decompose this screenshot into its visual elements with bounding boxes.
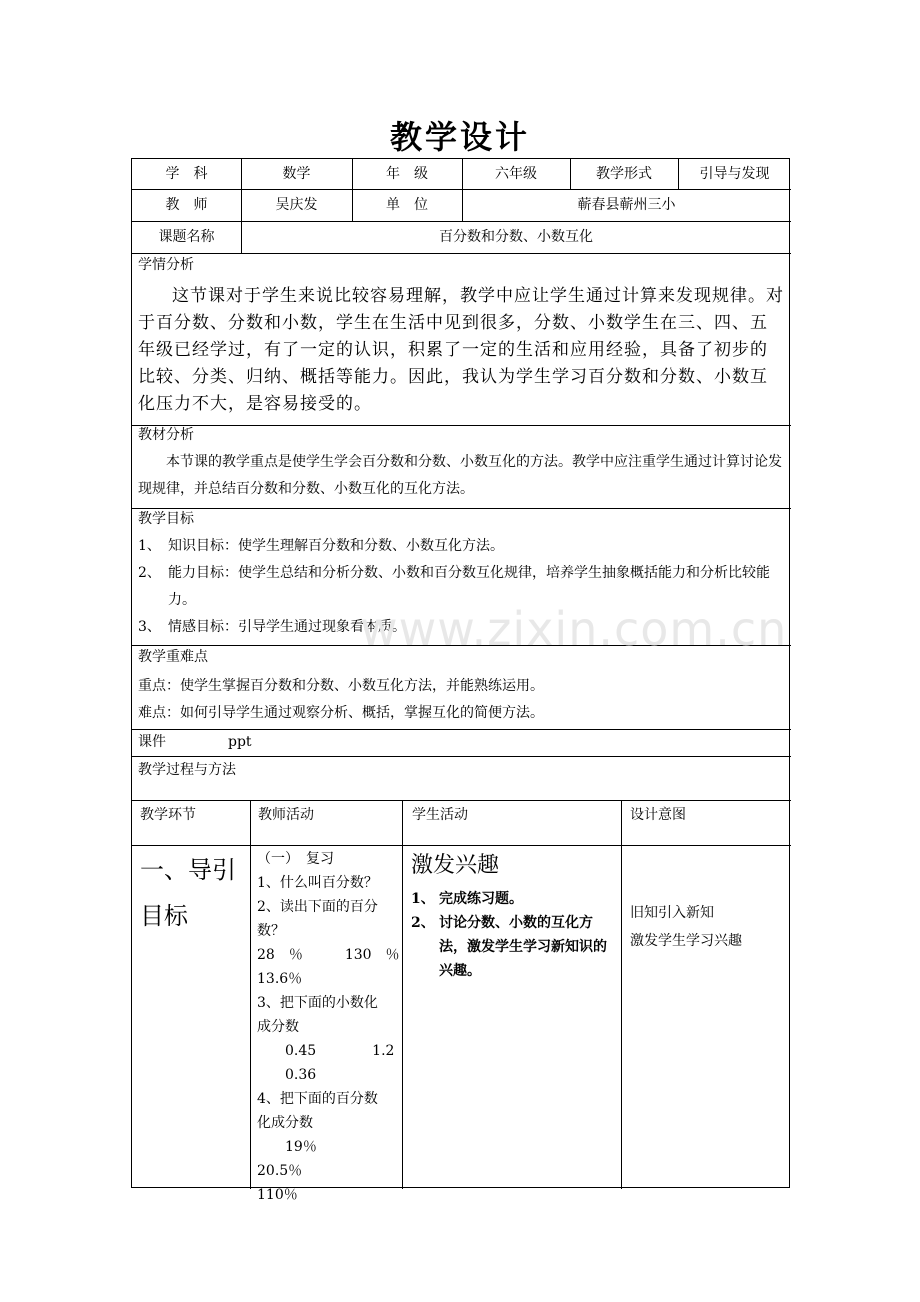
purpose-line: 旧知引入新知	[630, 905, 714, 921]
difficult-point: 难点：如何引导学生通过观察分析、概括，掌握互化的简便方法。	[138, 705, 544, 721]
objectives-heading: 教学目标	[138, 511, 194, 527]
teacher-line: 1、什么叫百分数？	[257, 875, 378, 891]
objective-text: 知识目标：使学生理解百分数和分数、小数互化方法。	[168, 538, 504, 554]
student-item-number: 2、	[411, 915, 435, 931]
student-item-number: 1、	[411, 891, 435, 907]
objective-number: 3、	[138, 619, 161, 635]
col-head-teacher: 教师活动	[258, 807, 314, 823]
teacher-label: 教 师	[165, 196, 208, 213]
objective-text: 情感目标：引导学生通过现象看本质。	[168, 619, 406, 635]
process-heading: 教学过程与方法	[138, 762, 236, 778]
col-head-purpose: 设计意图	[630, 807, 686, 823]
col-head-student: 学生活动	[412, 807, 468, 823]
stage-name	[140, 847, 248, 939]
grade-label: 年 级	[386, 165, 428, 182]
teacher-line: 28 ％ 130 ％	[257, 947, 400, 963]
form-label: 教学形式	[596, 165, 652, 182]
student-item	[411, 911, 617, 983]
teacher-line: 3、把下面的小数化	[257, 995, 378, 1011]
student-analysis-text: 这节课对于学生来说比较容易理解，教学中应让学生通过计算来发现规律。对于百分数、分数和小数，学生在生活中见到很多，分数、小数学生在三、四、五年级已经学过，有了一定的认识，积累了一定的生活和应用经验，具备了初步的比较、分类、归纳、概括等能力。因此，我认为学生学习百分数和分数、小数互化压力不大，是容易接受的。	[138, 286, 784, 414]
teacher-line: 数？	[257, 923, 285, 939]
topic-label: 课题名称	[158, 228, 215, 245]
row-divider	[132, 645, 791, 646]
teacher-line: 110％	[257, 1187, 298, 1203]
col-divider	[402, 800, 403, 1189]
teacher-line: 0.45 1.2	[257, 1043, 395, 1059]
subject-value: 数学	[282, 165, 311, 182]
lesson-plan-table	[131, 158, 790, 1203]
material-analysis-text: 本节课的教学重点是使学生学会百分数和分数、小数互化的方法。教学中应注重学生通过计算讨论发现规律，并总结百分数和分数、小数互化的互化方法。	[138, 454, 782, 497]
key-points-body	[138, 673, 785, 727]
row-divider	[132, 425, 791, 426]
material-analysis-heading: 教材分析	[138, 427, 194, 443]
objectives-list	[138, 533, 785, 641]
unit-label: 单 位	[386, 196, 428, 213]
teacher-line: （一） 复习	[257, 851, 334, 867]
row-divider	[132, 729, 791, 730]
courseware-label: 课件	[138, 734, 166, 750]
teacher-line: 成分数	[257, 1019, 299, 1035]
key-point: 重点：使学生掌握百分数和分数、小数互化方法，并能熟练运用。	[138, 678, 544, 694]
row-divider	[132, 800, 791, 801]
objective-number: 2、	[138, 565, 161, 581]
student-activity	[411, 851, 617, 983]
objective-item	[138, 533, 785, 560]
teacher-line: 19％ 20.5％	[257, 1139, 359, 1179]
row-divider	[132, 756, 791, 757]
student-item-text: 讨论分数、小数的互化方法，激发学生学习新知识的兴趣。	[439, 915, 607, 979]
stage-name-line: 目标	[140, 902, 188, 930]
col-head-stage: 教学环节	[140, 807, 196, 823]
teacher-line: 0.36	[257, 1067, 317, 1083]
student-item-text: 完成练习题。	[439, 891, 523, 907]
teacher-line: 2、读出下面的百分	[257, 899, 378, 915]
watermark-text: www.zixin.com.cn	[360, 602, 788, 656]
teacher-line: 4、把下面的百分数	[257, 1091, 378, 1107]
grade-value: 六年级	[495, 165, 537, 182]
stage-name-line: 一、导引	[140, 856, 236, 884]
row-divider	[132, 845, 791, 846]
col-divider	[621, 800, 622, 1189]
courseware-value: ppt	[228, 734, 252, 750]
subject-label: 学 科	[165, 165, 208, 182]
key-points-heading: 教学重难点	[138, 649, 208, 665]
design-purpose	[630, 899, 785, 955]
student-analysis-heading: 学情分析	[138, 257, 194, 273]
teacher-value: 吴庆发	[275, 196, 318, 213]
objective-item	[138, 560, 785, 614]
form-value: 引导与发现	[699, 165, 770, 182]
purpose-line: 激发学生学习兴趣	[630, 933, 742, 949]
row-divider	[132, 253, 791, 254]
document-title: 教学设计	[389, 118, 530, 156]
teacher-activity	[257, 847, 400, 1207]
topic-value: 百分数和分数、小数互化	[439, 228, 593, 245]
col-divider	[250, 800, 251, 1189]
objective-number: 1、	[138, 538, 161, 554]
row-divider	[132, 508, 791, 509]
teacher-line: 13.6％	[257, 971, 303, 987]
teacher-line: 化成分数	[257, 1115, 313, 1131]
objective-text: 能力目标：使学生总结和分析分数、小数和百分数互化规律，培养学生抽象概括能力和分析比较能力。	[168, 565, 770, 608]
student-activity-title: 激发兴趣	[411, 853, 500, 878]
student-item	[411, 887, 617, 911]
unit-value: 蕲春县蕲州三小	[577, 196, 676, 213]
objective-item	[138, 614, 785, 641]
